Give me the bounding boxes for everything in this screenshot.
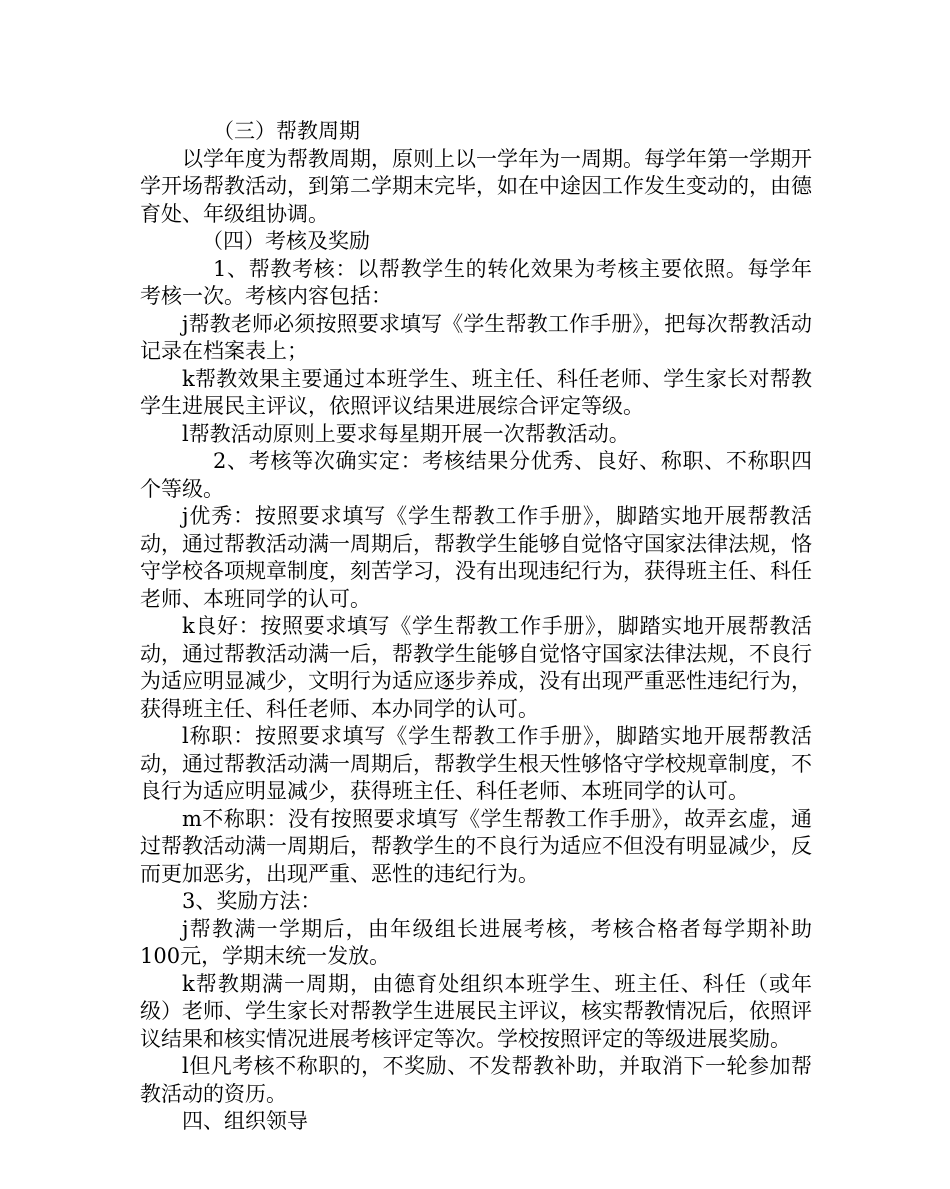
list-item-reward-k: k帮教期满一周期，由德育处组织本班学生、班主任、科任（或年级）老师、学生家长对帮教学生进展民主评议，核实帮教情况后，依照评议结果和核实情况进展考核评定等次。学校按照评定的等级进展奖励。 [140,971,812,1051]
list-item-excellent: j优秀：按照要求填写《学生帮教工作手册》，脚踏实地开展帮教活动，通过帮教活动满一周期后，帮教学生能够自觉恪守国家法律法规，恪守学校各项规章制度，刻苦学习，没有出现违纪行为，获得班主任、科任老师、本班同学的认可。 [140,504,812,611]
section-heading-cycle: （三）帮教周期 [213,119,360,143]
list-item-reward-l: l但凡考核不称职的，不奖励、不发帮教补助，并取消下一轮参加帮教活动的资历。 [140,1054,812,1106]
document-page [140,118,812,1136]
list-item-k: k帮教效果主要通过本班学生、班主任、科任老师、学生家长对帮教学生进展民主评议，依照评议结果进展综合评定等级。 [140,366,812,418]
list-item-competent: l称职：按照要求填写《学生帮教工作手册》，脚踏实地开展帮教活动，通过帮教活动满一周期后，帮教学生根天性够恪守学校规章制度，不良行为适应明显减少，获得班主任、科任老师、本班同学的认可。 [140,724,812,803]
list-item-l: l帮教活动原则上要求每星期开展一次帮教活动。 [182,421,630,446]
paragraph-assessment-2: 2、考核等次确实定：考核结果分优秀、良好、称职、不称职四个等级。 [140,449,812,501]
paragraph-assessment-1: 1、帮教考核：以帮教学生的转化效果为考核主要依照。每学年考核一次。考核内容包括： [140,256,812,308]
list-item-j: j帮教老师必须按照要求填写《学生帮教工作手册》，把每次帮教活动记录在档案表上； [140,311,812,363]
paragraph-reward-method: 3、奖励方法： [182,889,322,913]
list-item-good: k良好：按照要求填写《学生帮教工作手册》，脚踏实地开展帮教活动，通过帮教活动满一后，帮教学生能够自觉恪守国家法律法规，不良行为适应明显减少，文明行为适应逐步养成，没有出现严重恶性违纪行为，获得班主任、科任老师、本办同学的认可。 [140,614,812,721]
paragraph-cycle: 以学年度为帮教周期，原则上以一学年为一周期。每学年第一学期开学开场帮教活动，到第二学期末完毕，如在中途因工作发生变动的，由德育处、年级组协调。 [140,146,812,226]
section-heading-assessment: （四）考核及奖励 [202,229,370,253]
list-item-incompetent: m不称职：没有按照要求填写《学生帮教工作手册》，故弄玄虚，通过帮教活动满一周期后，帮教学生的不良行为适应不但没有明显减少，反而更加恶劣，出现严重、恶性的违纪行为。 [140,806,812,886]
section-heading-organization: 四、组织领导 [182,1109,308,1133]
list-item-reward-j: j帮教满一学期后，由年级组长进展考核，考核合格者每学期补助100元，学期末统一发放。 [140,916,812,968]
